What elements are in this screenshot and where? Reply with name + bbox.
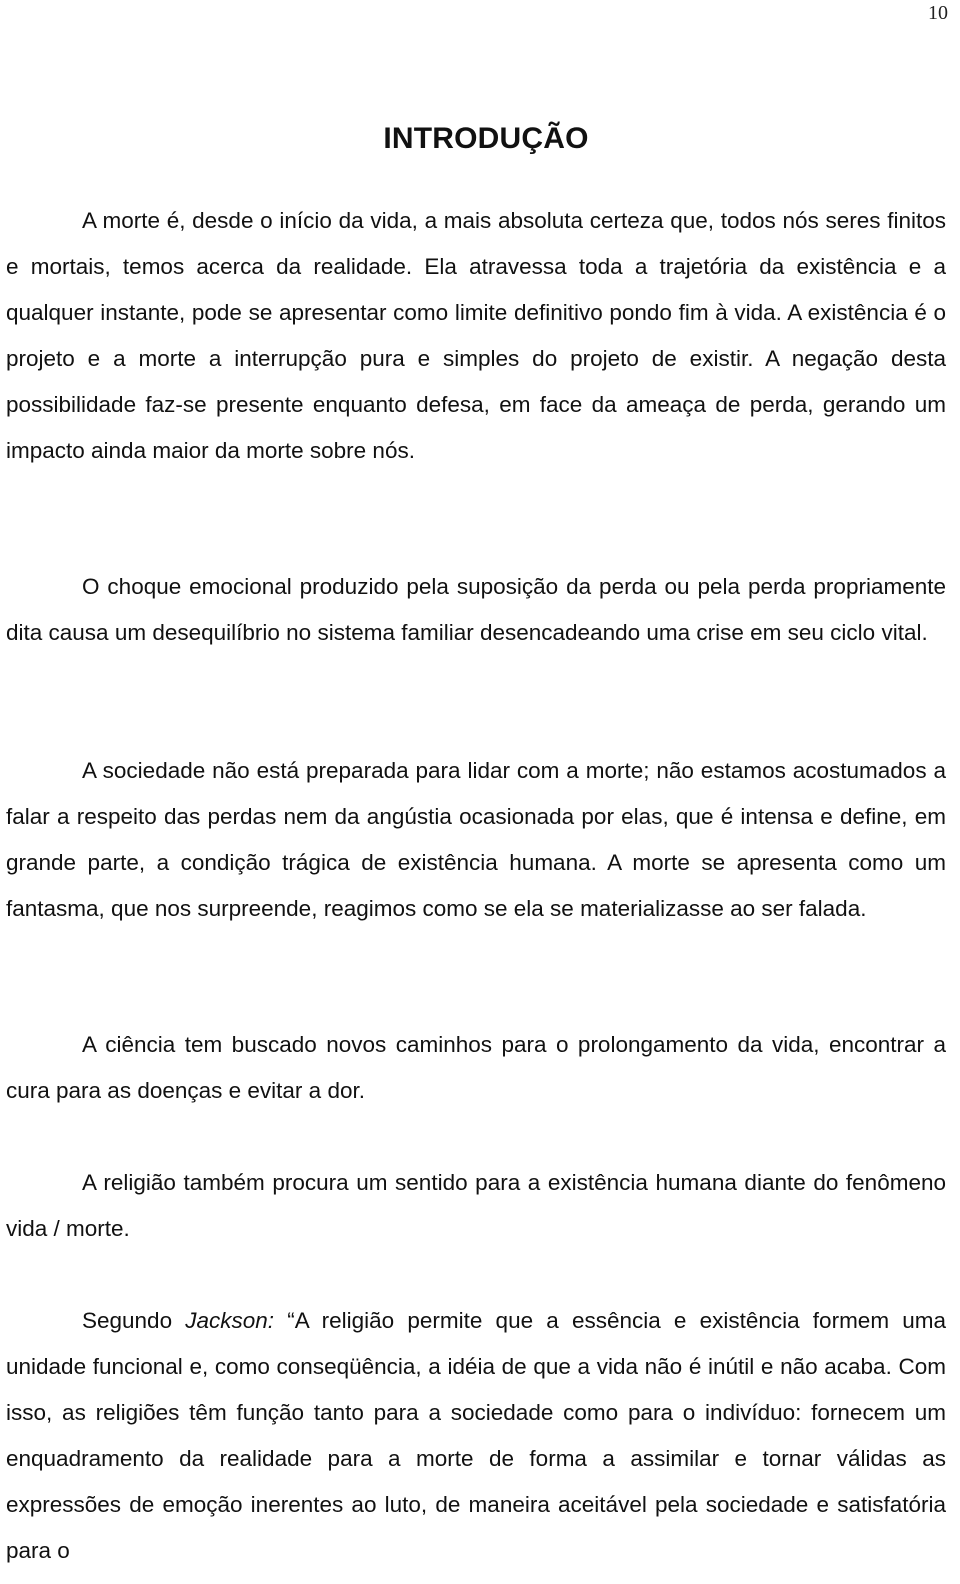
paragraph-2: O choque emocional produzido pela suposição da perda ou pela perda propriamente dita causa um desequilíbrio no sistema familiar desencadeando uma crise em seu ciclo vital. <box>6 574 946 645</box>
paragraph-6-lead: Segundo <box>82 1308 186 1333</box>
page-number: 10 <box>928 2 948 24</box>
paragraph-5: A religião também procura um sentido para a existência humana diante do fenômeno vida / morte. <box>6 1170 946 1241</box>
page-title: INTRODUÇÃO <box>383 122 589 156</box>
cited-author: Jackson: <box>185 1308 275 1333</box>
paragraph-3: A sociedade não está preparada para lidar com a morte; não estamos acostumados a falar a respeito das perdas nem da angústia ocasionada por elas, que é intensa e define, em grande parte, a condição trágica de existência humana. A morte se apresenta como um fantasma, que nos surpreende, reagimos como se ela se materializasse ao ser falada. <box>6 758 946 921</box>
quotation: “A religião permite que a essência e existência formem uma unidade funcional e, como conseqüência, a idéia de que a vida não é inútil e não acaba. Com isso, as religiões têm função tanto para a sociedade como para o indivíduo: fornecem um enquadramento da realidade para a morte de forma a assimilar e tornar válidas as expressões de emoção inerentes ao luto, de maneira aceitável pela sociedade e satisfatória para o <box>6 1308 946 1563</box>
paragraph-1: A morte é, desde o início da vida, a mais absoluta certeza que, todos nós seres finitos e mortais, temos acerca da realidade. Ela atravessa toda a trajetória da existência e a qualquer instante, pode se apresentar como limite definitivo pondo fim à vida. A existência é o projeto e a morte a interrupção pura e simples do projeto de existir. A negação desta possibilidade faz-se presente enquanto defesa, em face da ameaça de perda, gerando um impacto ainda maior da morte sobre nós. <box>6 208 946 463</box>
paragraph-4: A ciência tem buscado novos caminhos para o prolongamento da vida, encontrar a cura para as doenças e evitar a dor. <box>6 1032 946 1103</box>
paragraph-6 <box>6 1298 946 1574</box>
